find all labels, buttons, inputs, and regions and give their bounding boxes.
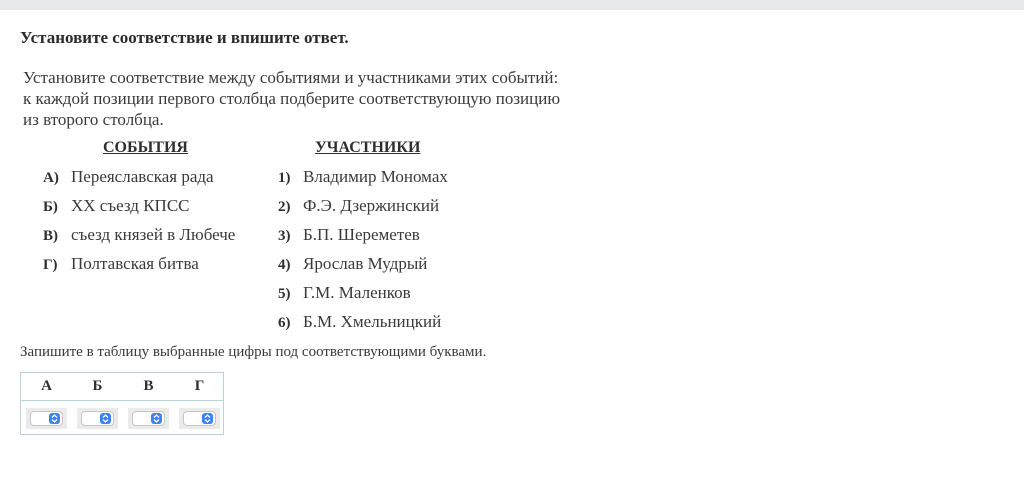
event-key: Б)	[43, 199, 58, 215]
chevron-up-down-icon	[151, 413, 162, 424]
event-key: Г)	[43, 257, 58, 273]
chevron-up-down-icon	[49, 413, 60, 424]
prompt-line: к каждой позиции первого столбца подберите соответствующую позицию	[23, 89, 561, 108]
participant-item	[278, 196, 439, 218]
participant-text: Г.М. Маленков	[303, 283, 411, 302]
answer-column-letter: Г	[194, 378, 205, 394]
participant-key: 6)	[278, 315, 291, 331]
event-text: съезд князей в Любече	[71, 225, 236, 244]
task-title: Установите соответствие и впишите ответ.	[20, 28, 349, 47]
answer-column-letter: А	[41, 378, 52, 394]
chevron-up-down-icon	[100, 413, 111, 424]
event-item	[43, 196, 190, 218]
answer-cell	[26, 408, 67, 429]
answer-select-g[interactable]	[183, 411, 216, 426]
participant-item	[278, 312, 441, 334]
answer-column-letter: В	[143, 378, 154, 394]
event-text: Переяславская рада	[71, 167, 214, 186]
events-column-header: СОБЫТИЯ	[103, 139, 188, 156]
participant-key: 3)	[278, 228, 291, 244]
answer-select-b[interactable]	[81, 411, 114, 426]
participant-item	[278, 225, 420, 247]
participant-item	[278, 283, 411, 305]
top-bar	[0, 0, 1024, 10]
answer-cell	[128, 408, 169, 429]
task-prompt	[23, 67, 613, 130]
participants-column-header: УЧАСТНИКИ	[315, 139, 421, 156]
participant-key: 5)	[278, 286, 291, 302]
answer-column-letter: Б	[92, 378, 103, 394]
prompt-line: Установите соответствие между событиями и участниками этих событий:	[23, 68, 559, 87]
participant-text: Б.П. Шереметев	[303, 225, 420, 244]
event-text: Полтавская битва	[71, 254, 199, 273]
answer-cell	[77, 408, 118, 429]
answer-table-header	[21, 373, 223, 401]
event-key: В)	[43, 228, 58, 244]
participant-item	[278, 167, 448, 189]
event-text: XX съезд КПСС	[71, 196, 190, 215]
participant-text: Ярослав Мудрый	[303, 254, 428, 273]
chevron-up-down-icon	[202, 413, 213, 424]
participant-key: 2)	[278, 199, 291, 215]
event-key: А)	[43, 170, 59, 186]
event-item	[43, 225, 235, 247]
prompt-line: из второго столбца.	[23, 110, 164, 129]
answer-select-a[interactable]	[30, 411, 63, 426]
participant-text: Ф.Э. Дзержинский	[303, 196, 440, 215]
participant-text: Б.М. Хмельницкий	[303, 312, 442, 331]
answer-instruction: Запишите в таблицу выбранные цифры под соответствующими буквами.	[20, 344, 487, 360]
event-item	[43, 254, 199, 276]
answer-table	[20, 372, 224, 435]
participant-text: Владимир Мономах	[303, 167, 448, 186]
participant-item	[278, 254, 427, 276]
participant-key: 4)	[278, 257, 291, 273]
event-item	[43, 167, 214, 189]
answer-cell	[179, 408, 220, 429]
participant-key: 1)	[278, 170, 291, 186]
answer-select-v[interactable]	[132, 411, 165, 426]
